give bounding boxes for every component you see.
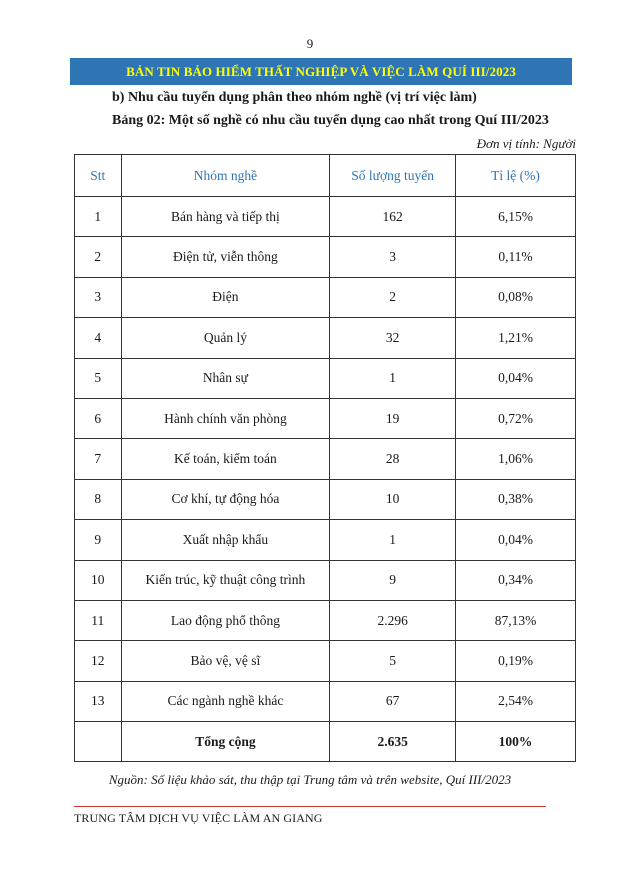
cell-stt: 11 bbox=[75, 600, 122, 640]
cell-group: Điện bbox=[121, 277, 330, 317]
cell-ratio: 0,04% bbox=[456, 358, 576, 398]
table-row bbox=[75, 681, 576, 721]
cell-group: Bán hàng và tiếp thị bbox=[121, 197, 330, 237]
cell-stt: 3 bbox=[75, 277, 122, 317]
cell-stt: 12 bbox=[75, 641, 122, 681]
cell-count: 67 bbox=[330, 681, 456, 721]
cell-stt: 1 bbox=[75, 197, 122, 237]
total-row bbox=[75, 722, 576, 762]
cell-group: Quản lý bbox=[121, 318, 330, 358]
table-row bbox=[75, 197, 576, 237]
cell-count: 10 bbox=[330, 479, 456, 519]
source-note: Nguồn: Số liệu khảo sát, thu thập tại Trung tâm và trên website, Quí III/2023 bbox=[108, 772, 512, 787]
cell-count: 2.296 bbox=[330, 600, 456, 640]
cell-group: Các ngành nghề khác bbox=[121, 681, 330, 721]
cell-count: 9 bbox=[330, 560, 456, 600]
cell-group: Kiến trúc, kỹ thuật công trình bbox=[121, 560, 330, 600]
cell-ratio: 0,08% bbox=[456, 277, 576, 317]
cell-count: 19 bbox=[330, 398, 456, 438]
total-ratio: 100% bbox=[456, 722, 576, 762]
header-ratio: Tỉ lệ (%) bbox=[456, 155, 576, 197]
table-row bbox=[75, 600, 576, 640]
table-row bbox=[75, 560, 576, 600]
unit-note: Đơn vị tính: Người bbox=[476, 136, 576, 151]
header-stt: Stt bbox=[75, 155, 122, 197]
cell-ratio: 1,06% bbox=[456, 439, 576, 479]
cell-count: 3 bbox=[330, 237, 456, 277]
table-title: Bảng 02: Một số nghề có nhu cầu tuyển dụng cao nhất trong Quí III/2023 bbox=[112, 113, 549, 128]
cell-stt: 4 bbox=[75, 318, 122, 358]
cell-stt: 7 bbox=[75, 439, 122, 479]
cell-count: 1 bbox=[330, 358, 456, 398]
cell-stt: 9 bbox=[75, 520, 122, 560]
cell-stt: 2 bbox=[75, 237, 122, 277]
cell-group: Điện tử, viễn thông bbox=[121, 237, 330, 277]
header-count: Số lượng tuyển bbox=[330, 155, 456, 197]
cell-ratio: 0,19% bbox=[456, 641, 576, 681]
table-body bbox=[75, 197, 576, 762]
table-row bbox=[75, 641, 576, 681]
cell-group: Kế toán, kiểm toán bbox=[121, 439, 330, 479]
cell-stt: 13 bbox=[75, 681, 122, 721]
table-row bbox=[75, 237, 576, 277]
cell-ratio: 0,38% bbox=[456, 479, 576, 519]
cell-group: Xuất nhập khẩu bbox=[121, 520, 330, 560]
cell-count: 28 bbox=[330, 439, 456, 479]
table-row bbox=[75, 277, 576, 317]
table-row bbox=[75, 398, 576, 438]
cell-group: Nhân sự bbox=[121, 358, 330, 398]
bulletin-banner: BẢN TIN BẢO HIỂM THẤT NGHIỆP VÀ VIỆC LÀM QUÍ III/2023 bbox=[70, 58, 572, 85]
cell-group: Cơ khí, tự động hóa bbox=[121, 479, 330, 519]
page-number: 9 bbox=[306, 36, 314, 51]
cell-ratio: 0,72% bbox=[456, 398, 576, 438]
total-count: 2.635 bbox=[330, 722, 456, 762]
cell-group: Lao động phổ thông bbox=[121, 600, 330, 640]
cell-count: 2 bbox=[330, 277, 456, 317]
cell-count: 162 bbox=[330, 197, 456, 237]
header-group: Nhóm nghề bbox=[121, 155, 330, 197]
total-label: Tổng cộng bbox=[121, 722, 330, 762]
cell-ratio: 0,04% bbox=[456, 520, 576, 560]
cell-ratio: 0,11% bbox=[456, 237, 576, 277]
table-row bbox=[75, 358, 576, 398]
cell-stt: 5 bbox=[75, 358, 122, 398]
cell-ratio: 6,15% bbox=[456, 197, 576, 237]
cell-ratio: 2,54% bbox=[456, 681, 576, 721]
recruitment-table bbox=[74, 154, 576, 762]
cell-ratio: 1,21% bbox=[456, 318, 576, 358]
section-subheading: b) Nhu cầu tuyển dụng phân theo nhóm nghề (vị trí việc làm) bbox=[112, 90, 477, 105]
cell-group: Bảo vệ, vệ sĩ bbox=[121, 641, 330, 681]
cell-count: 32 bbox=[330, 318, 456, 358]
cell-stt: 6 bbox=[75, 398, 122, 438]
cell-ratio: 87,13% bbox=[456, 600, 576, 640]
footer-divider bbox=[74, 806, 546, 807]
total-stt bbox=[75, 722, 122, 762]
footer-organization: TRUNG TÂM DỊCH VỤ VIỆC LÀM AN GIANG bbox=[74, 811, 323, 825]
cell-count: 1 bbox=[330, 520, 456, 560]
cell-stt: 8 bbox=[75, 479, 122, 519]
cell-count: 5 bbox=[330, 641, 456, 681]
cell-ratio: 0,34% bbox=[456, 560, 576, 600]
cell-group: Hành chính văn phòng bbox=[121, 398, 330, 438]
table-header-row bbox=[75, 155, 576, 197]
table-row bbox=[75, 479, 576, 519]
table-row bbox=[75, 520, 576, 560]
table-row bbox=[75, 318, 576, 358]
table-row bbox=[75, 439, 576, 479]
cell-stt: 10 bbox=[75, 560, 122, 600]
